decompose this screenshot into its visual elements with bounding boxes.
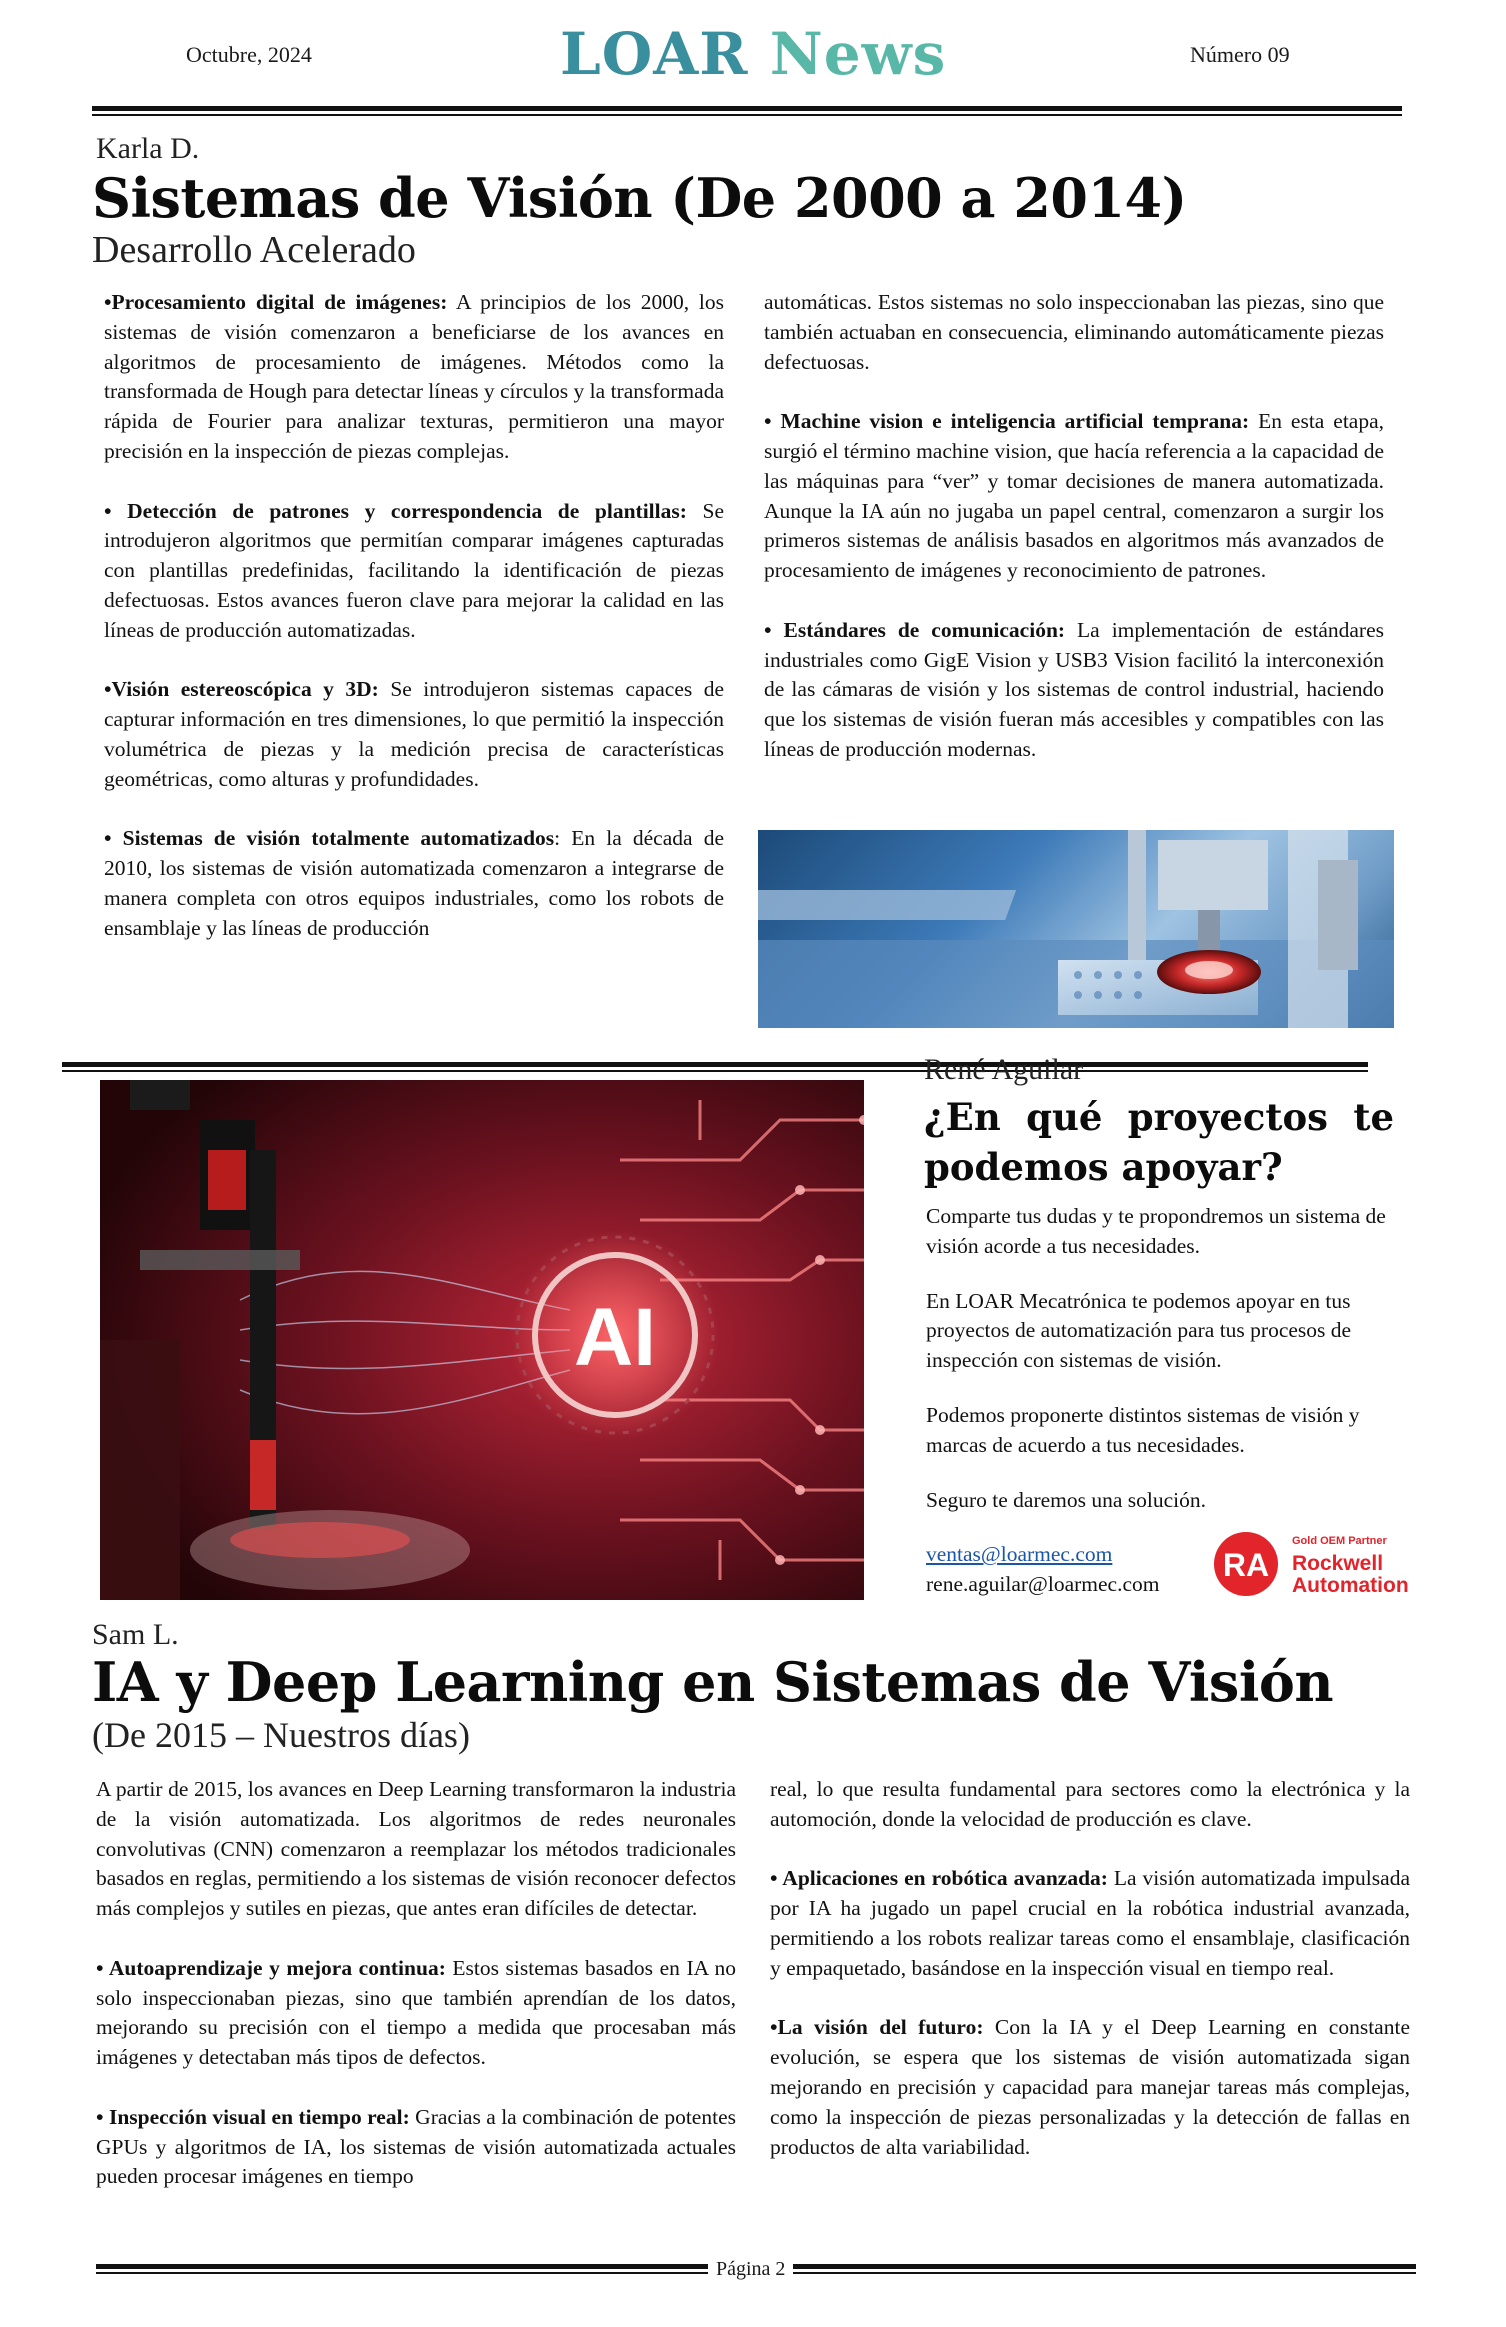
paragraph: • Inspección visual en tiempo real: Gracias a la combinación de potentes GPUs y algoritmos de IA, los sistemas de visión automatizada actuales pueden procesar imágenes en tiempo xyxy=(96,2104,736,2189)
paragraph: Seguro te daremos una solución. xyxy=(926,1487,1207,1512)
sidebar-title: ¿En qué proyectos te podemos apoyar? xyxy=(924,1095,1394,1189)
article1-author: Karla D. xyxy=(96,132,200,165)
article2-author: Sam L. xyxy=(92,1618,179,1651)
article2-subtitle: (De 2015 – Nuestros días) xyxy=(92,1715,470,1755)
ai-vision-image xyxy=(100,1080,864,1600)
paragraph: • Autoaprendizaje y mejora continua: Estos sistemas basados en IA no solo inspeccionaban piezas, sino que también aprendían de los datos, mejorando su precisión con el tiempo a medida que procesaban más imágenes y detectaban más tipos de defectos. xyxy=(96,1955,736,2070)
rockwell-name: Rockwell xyxy=(1292,1552,1384,1575)
automation-name: Automation xyxy=(1292,1574,1409,1597)
sidebar-author: René Aguilar xyxy=(924,1053,1084,1086)
section-divider xyxy=(62,1062,1368,1067)
paragraph: • Aplicaciones en robótica avanzada: La visión automatizada impulsada por IA ha jugado un papel crucial en la robótica industrial avanzada, permitiendo a los robots realizar tareas como el ensamblaje, clasificación y empaquetado, basándose en la inspección visual en tiempo real. xyxy=(770,1866,1410,1980)
article2-title: IA y Deep Learning en Sistemas de Visión xyxy=(92,1650,1334,1714)
paragraph: Comparte tus dudas y te propondremos un sistema de visión acorde a tus necesidades. xyxy=(926,1204,1386,1258)
paragraph: En LOAR Mecatrónica te podemos apoyar en tus proyectos de automatización para tus procesos de inspección con sistemas de visión. xyxy=(926,1288,1352,1373)
paragraph: •Procesamiento digital de imágenes: A principios de los 2000, los sistemas de visión comenzaron a beneficiarse de los avances en algoritmos de procesamiento de imágenes. Métodos como la transformada de Hough para detectar líneas y círculos y la transformada rápida de Fourier para analizar texturas, permitieron una mayor precisión en la inspección de piezas complejas. xyxy=(104,290,724,463)
paragraph: real, lo que resulta fundamental para sectores como la electrónica y la automoción, donde la velocidad de producción es clave. xyxy=(770,1777,1410,1831)
paragraph: • Detección de patrones y correspondencia de plantillas: Se introdujeron algoritmos que permitían comparar imágenes capturadas con plantillas predefinidas, facilitando la identificación de piezas defectuosas. Estos avances fueron clave para mejorar la calidad en las líneas de producción automatizadas. xyxy=(104,498,724,642)
paragraph: •La visión del futuro: Con la IA y el Deep Learning en constante evolución, se espera que los sistemas de visión automatizada sigan mejorando en precisión y capacidad para manejar tareas más complejas, como la inspección de piezas personalizadas y la detección de fallas en productos de alta variabilidad. xyxy=(770,2015,1410,2159)
paragraph: A partir de 2015, los avances en Deep Learning transformaron la industria de la visión automatizada. Los algoritmos de redes neuronales convolutivas (CNN) comenzaron a reemplazar los métodos tradicionales basados en reglas, permitiendo a los sistemas de visión reconocer defectos más complejos y sutiles en piezas, que antes eran difíciles de detectar. xyxy=(96,1777,736,1921)
article1-subtitle: Desarrollo Acelerado xyxy=(92,229,416,271)
article2-column-left xyxy=(96,1775,736,2192)
newsletter-logo xyxy=(560,20,946,88)
issue-date: Octubre, 2024 xyxy=(186,42,312,67)
issue-number: Número 09 xyxy=(1190,42,1290,67)
ai-label: AI xyxy=(574,1292,656,1383)
logo-word-news: News xyxy=(769,20,947,88)
article2-column-right xyxy=(770,1775,1410,2162)
sales-email-link[interactable]: ventas@loarmec.com xyxy=(926,1542,1113,1567)
article1-column-left xyxy=(104,288,724,944)
contact-email: rene.aguilar@loarmec.com xyxy=(926,1572,1160,1597)
header-divider xyxy=(92,106,1402,111)
ra-badge-text: RA xyxy=(1222,1547,1270,1583)
partner-tag: Gold OEM Partner xyxy=(1292,1535,1387,1547)
logo-word-loar: LOAR xyxy=(560,20,749,88)
rockwell-automation-logo xyxy=(1212,1530,1422,1598)
paragraph: •Visión estereoscópica y 3D: Se introdujeron sistemas capaces de capturar información en tres dimensiones, lo que permitió la inspección volumétrica de piezas y la medición precisa de características geométricas, como alturas y profundidades. xyxy=(104,677,724,791)
paragraph: Podemos proponerte distintos sistemas de visión y marcas de acuerdo a tus necesidades. xyxy=(926,1402,1360,1457)
article1-title: Sistemas de Visión (De 2000 a 2014) xyxy=(92,166,1187,230)
article1-column-right xyxy=(764,288,1384,765)
paragraph: • Machine vision e inteligencia artificial temprana: En esta etapa, surgió el término machine vision, que hacía referencia a la capacidad de las máquinas para “ver” y tomar decisiones de manera automatizada. Aunque la IA aún no jugaba un papel central, comenzaron a surgir los primeros sistemas de análisis basados en algoritmos más avanzados de procesamiento de imágenes y reconocimiento de patrones. xyxy=(764,409,1384,583)
page-number: Página 2 xyxy=(708,2258,793,2281)
machine-vision-lab-image xyxy=(758,830,1394,1028)
paragraph: • Estándares de comunicación: La implementación de estándares industriales como GigE Vision y USB3 Vision facilitó la interconexión de las cámaras de visión y los sistemas de control industrial, haciendo que los sistemas de visión fueran más accesibles y compatibles con las líneas de producción modernas. xyxy=(764,617,1384,761)
paragraph: automáticas. Estos sistemas no solo inspeccionaban las piezas, sino que también actuaban en consecuencia, eliminando automáticamente piezas defectuosas. xyxy=(764,290,1384,374)
paragraph: • Sistemas de visión totalmente automatizados: En la década de 2010, los sistemas de visión automatizada comenzaron a integrarse de manera completa con otros equipos industriales, como los robots de ensamblaje y las líneas de producción xyxy=(104,826,724,940)
